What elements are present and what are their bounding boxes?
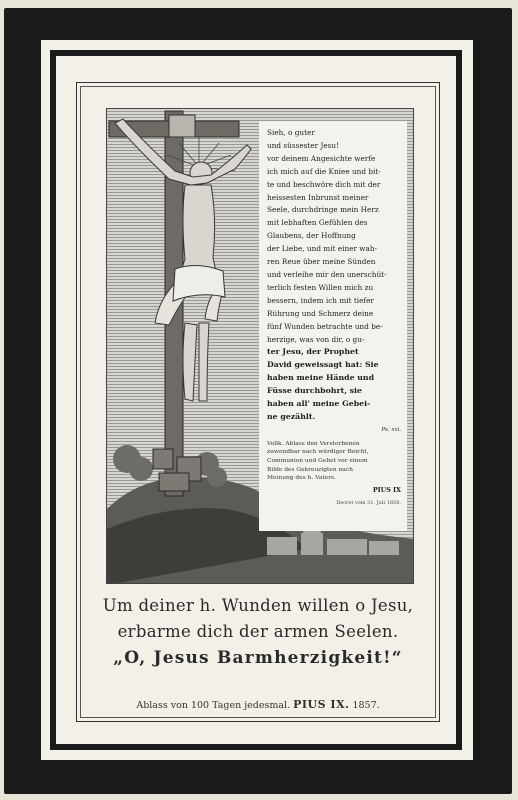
caption-line-3: „O, Jesus Barmherzigkeit!“	[113, 648, 403, 668]
caption-line-1: Um deiner h. Wunden willen o Jesu,	[102, 596, 414, 615]
indulgence-pope: PIUS IX.	[293, 698, 350, 711]
prayer-text: Sieh, o guter und süssester Jesu! vor deinem Angesichte werfe ich mich auf die Kniee und bit- te und beschwöre dich mit der heissesten Inbrunst meiner Seele, durchdringe mein Herz mit lebhaften Gefühlen des Glaubens, der Hoffnung der Liebe, und mit einer wah- ren Reue über meine Sünden und verleihe mir den unerschüt- terlich festen Willen mich zu bessern, indem ich mit tiefer Rührung und Schmerz deine fünf Wunden betrachte und be- herzige, was von dir, o gu-	[267, 128, 387, 344]
indulgence-year: 1857.	[352, 700, 380, 711]
prayer-text-bold: ter Jesu, der Prophet David geweissagt hat: Sie haben meine Hände und Füsse durchbohrt, sie haben all' meine Gebei- ne gezählt.	[267, 347, 379, 421]
indulgence-note: Vollk. Ablass den Verstorbenen zuwendbar nach würdiger Beicht, Communion und Gebet vor einem Bilde des Gekreuzigten nach Meinung des h. Vaters.	[267, 440, 369, 482]
caption-line-2: erbarme dich der armen Seelen.	[117, 622, 399, 641]
crucifixion-engraving	[106, 108, 414, 584]
psalm-reference: Ps. xxi.	[381, 426, 401, 433]
indulgence-text: Ablass von 100 Tagen jedesmal.	[136, 700, 291, 711]
prayer-text-panel	[259, 121, 407, 531]
note-signature: PIUS IX	[372, 485, 401, 494]
inri-plaque	[169, 115, 195, 137]
indulgence-footer	[80, 698, 436, 711]
decree-date: Decret vom 31. Juli 1858.	[336, 499, 401, 506]
loincloth	[173, 265, 225, 301]
